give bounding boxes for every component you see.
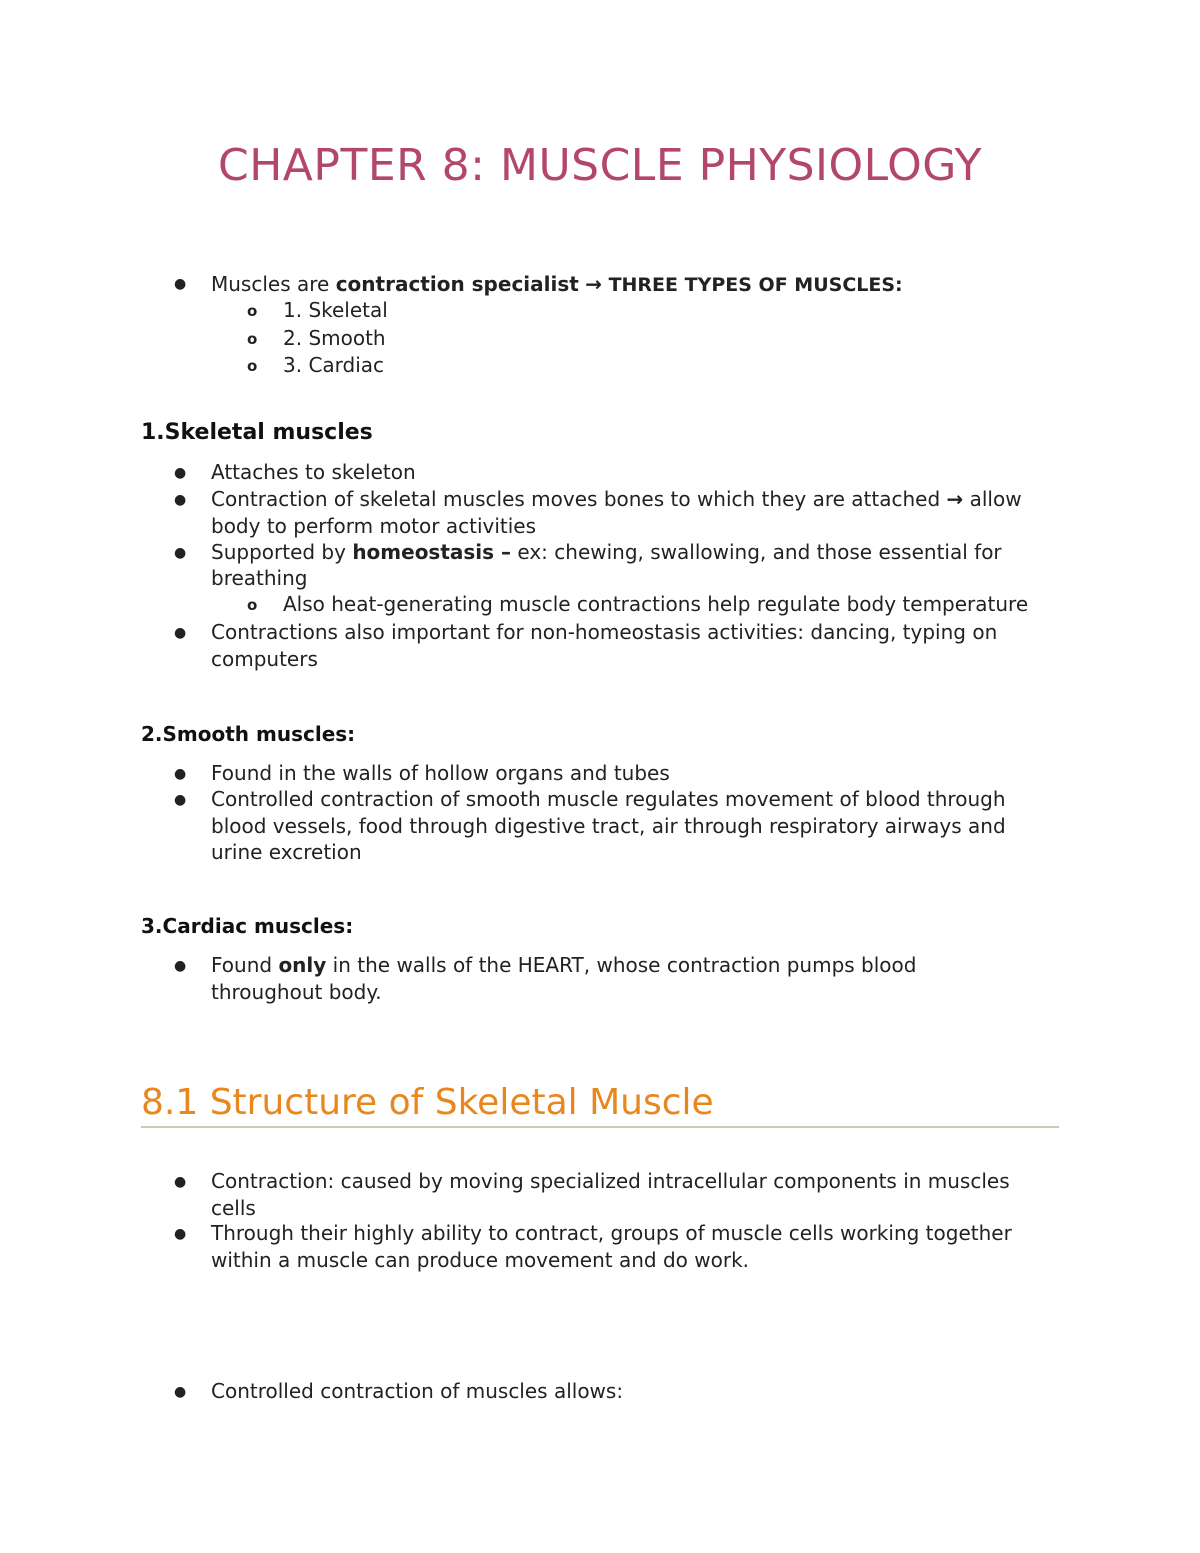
type-item: 3. Cardiac <box>283 353 385 377</box>
skeletal-heading: 1.Skeletal muscles <box>141 420 373 445</box>
skeletal-bullet-3-post: ex: chewing, swallowing, and those essential for <box>511 540 1002 564</box>
section-bullet-1: Contraction: caused by moving specialized intracellular components in muscles <box>211 1169 1010 1193</box>
skeletal-bullet-3-pre: Supported by <box>211 540 353 564</box>
section-bullet-3: Controlled contraction of muscles allows: <box>211 1379 624 1403</box>
bullet-icon: ● <box>174 465 187 481</box>
bullet-icon: ● <box>174 276 187 292</box>
cardiac-heading: 3.Cardiac muscles: <box>141 914 354 938</box>
bullet-icon: ● <box>174 792 187 808</box>
sub-bullet-icon: o <box>247 302 258 320</box>
intro-prefix: Muscles are <box>211 272 336 296</box>
section-bullet-2: Through their highly ability to contract, groups of muscle cells working together <box>211 1221 1012 1245</box>
intro-line <box>211 271 903 298</box>
bullet-icon: ● <box>174 1226 187 1242</box>
skeletal-bullet-3 <box>211 539 1002 565</box>
arrow-icon: → <box>585 272 602 296</box>
bullet-icon: ● <box>174 492 187 508</box>
bullet-icon: ● <box>174 766 187 782</box>
chapter-title: CHAPTER 8: MUSCLE PHYSIOLOGY <box>218 140 982 191</box>
intro-bold: contraction specialist <box>335 272 579 296</box>
type-item: 1. Skeletal <box>283 298 388 322</box>
smooth-bullet-2-cont: blood vessels, food through digestive tract, air through respiratory airways and <box>211 814 1006 838</box>
skeletal-bullet-4-cont: computers <box>211 647 318 671</box>
sub-bullet-icon: o <box>247 596 258 614</box>
skeletal-bullet-3-bold: homeostasis – <box>352 540 512 564</box>
cardiac-bullet-1-bold: only <box>278 953 327 977</box>
skeletal-bullet-3-cont: breathing <box>211 566 308 590</box>
arrow-icon: → <box>946 487 964 511</box>
smooth-heading: 2.Smooth muscles: <box>141 722 356 746</box>
bullet-icon: ● <box>174 625 187 641</box>
sub-bullet-icon: o <box>247 357 258 375</box>
cardiac-bullet-1-cont: throughout body. <box>211 980 382 1004</box>
section-bullet-2-cont: within a muscle can produce movement and do work. <box>211 1248 750 1272</box>
cardiac-bullet-1-post: in the walls of the HEART, whose contraction pumps blood <box>326 953 917 977</box>
smooth-bullet-1: Found in the walls of hollow organs and tubes <box>211 761 670 785</box>
cardiac-bullet-1-pre: Found <box>211 953 279 977</box>
type-item: 2. Smooth <box>283 326 386 350</box>
smooth-bullet-2-cont: urine excretion <box>211 840 362 864</box>
bullet-icon: ● <box>174 545 187 561</box>
sub-bullet-icon: o <box>247 330 258 348</box>
cardiac-bullet-1 <box>211 952 916 978</box>
skeletal-bullet-2-cont: body to perform motor activities <box>211 514 537 538</box>
bullet-icon: ● <box>174 958 187 974</box>
bullet-icon: ● <box>174 1384 187 1400</box>
skeletal-bullet-2-text-end: allow <box>963 487 1022 511</box>
section-bullet-1-cont: cells <box>211 1196 256 1220</box>
bullet-icon: ● <box>174 1174 187 1190</box>
skeletal-bullet-4: Contractions also important for non-homeostasis activities: dancing, typing on <box>211 620 998 644</box>
intro-rest: THREE TYPES OF MUSCLES: <box>601 274 903 296</box>
section-title: 8.1 Structure of Skeletal Muscle <box>141 1082 714 1123</box>
skeletal-bullet-1: Attaches to skeleton <box>211 460 416 484</box>
section-divider <box>141 1126 1059 1128</box>
skeletal-bullet-2-text: Contraction of skeletal muscles moves bones to which they are attached <box>211 487 947 511</box>
smooth-bullet-2: Controlled contraction of smooth muscle regulates movement of blood through <box>211 787 1006 811</box>
skeletal-bullet-2 <box>211 486 1022 512</box>
skeletal-sub-bullet: Also heat-generating muscle contractions help regulate body temperature <box>283 592 1029 616</box>
